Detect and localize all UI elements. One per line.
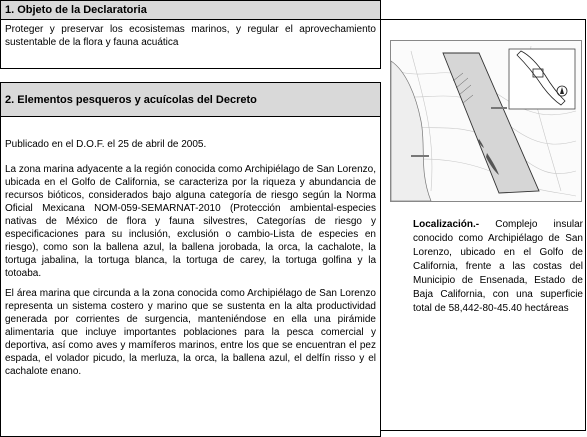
ecosystem-paragraph: El área marina que circunda a la zona conocida como Archipiélago de San Lorenzo representa un sistema costero y marino que se sustenta en la alta productividad generada por corrientes de surgencia, manteniéndose en ella una pirámide alimentaria que incluye importantes poblaciones para la pesca comercial y deportiva, así como aves y mamíferos marinos, entre los que se encuentran el pez espada, el volador picudo, la merluza, la orca, la ballena azul, el delfín risso y el cachalote enano. [5,288,376,377]
location-map-image [390,40,582,202]
map-label-mark [411,155,429,157]
map-label-mark [491,107,507,109]
location-label: Localización.- [413,219,480,230]
location-text: Complejo insular conocido como Archipiélago de San Lorenzo, ubicado en el Golfo de California, frente a las costas del Municipio de Ensenada, Estado de Baja California, con una superficie total de 58,442-80-45.40 hectáreas [413,219,584,314]
archipelago-map-graphic [391,41,581,201]
section2-body [1,117,381,437]
location-description [413,218,583,316]
section-spacer [1,69,381,83]
coastline [391,61,431,201]
section2-heading: 2. Elementos pesqueros y acuícolas del Decreto [1,83,381,117]
section1-heading: 1. Objeto de la Declaratoria [1,1,381,20]
published-date-text: Publicado en el D.O.F. el 25 de abril de 2005. [5,139,207,150]
species-paragraph: La zona marina adyacente a la región conocida como Archipiélago de San Lorenzo, ubicada en el Golfo de California, se caracteriza por la riqueza y abundancia de recursos bióticos, considerados bajo alguna categoría de riesgo según la Norma Oficial Mexicana NOM-059-SEMARNAT-2010 (Protección ambiental-especies nativas de México de flora y fauna silvestres, Categorías de riesgo y especificaciones para su inclusión, exclusión o cambio-Lista de especies en riesgo), como son la ballena azul, la ballena jorobada, la orca, la cachalote, la tortuga jabalina, la tortuga blanca, la tortuga de carey, la tortuga golfina y la totoaba. [5,164,376,279]
section1-text: Proteger y preservar los ecosistemas marinos, y regular el aprovechamiento sustentable de la flora y fauna acuática [1,20,381,69]
